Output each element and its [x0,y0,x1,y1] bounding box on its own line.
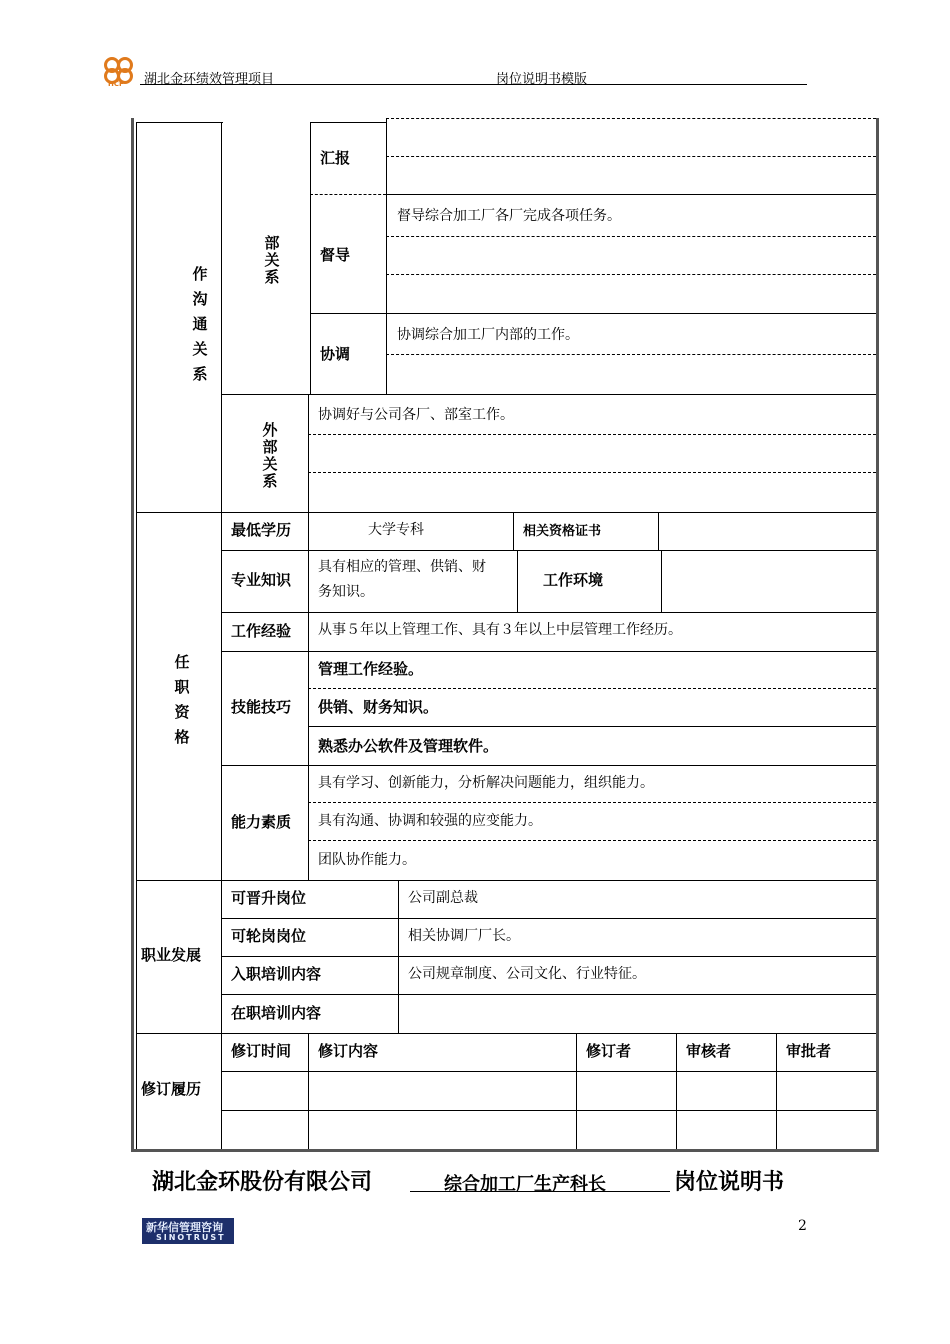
revision-header-approver: 审批者 [786,1042,832,1060]
revision-header-time: 修订时间 [231,1042,292,1060]
supervise-dash-1 [386,236,876,237]
table-bottom-border [131,1149,879,1152]
edu-label: 最低学历 [231,521,292,539]
skill-item: 供销、财务知识。 [318,698,439,716]
revision-section-label: 修订履历 [141,1080,202,1098]
revision-header-reviewer: 审核者 [686,1042,732,1060]
ability-item: 具有沟通、协调和较强的应变能力。 [318,813,542,829]
revision-col-divider-3 [676,1033,677,1149]
env-divider [661,550,662,612]
knowledge-divider [517,550,518,612]
consulting-logo-line1: 新华信管理咨询 [146,1221,223,1234]
career-section-label: 职业发展 [141,946,202,964]
ability-item: 具有学习、创新能力，分析解决问题能力，组织能力。 [318,775,654,791]
coordinate-label: 协调 [320,345,351,363]
comm-section-label: 作 沟 通 关 系 [192,265,208,383]
report-bottom-rule [386,194,876,195]
revision-header-content: 修订内容 [318,1042,379,1060]
supervise-label: 督导 [320,246,351,264]
company-logo [100,54,138,90]
table-left-border [131,118,134,1151]
env-label: 工作环境 [543,571,604,589]
revision-col-divider-4 [776,1033,777,1149]
skill-rule-2 [308,726,876,727]
header-doc-type: 岗位说明书模版 [496,72,588,87]
internal-col-divider [310,122,311,394]
career-row-label: 在职培训内容 [231,1004,322,1022]
comm-section-bottom-rule [136,512,876,513]
report-top-rule [310,122,386,123]
career-section-bottom-rule [136,1033,876,1034]
cert-divider [658,512,659,550]
footer-position: 综合加工厂生产科长 [444,1174,606,1195]
ability-label: 能力素质 [231,813,292,831]
report-dash-1 [386,118,876,119]
exp-value: 从事５年以上管理工作、具有３年以上中层管理工作经历。 [318,622,682,638]
knowledge-line-1: 具有相应的管理、供销、财 [318,559,486,575]
supervise-text: 督导综合加工厂各厂完成各项任务。 [397,208,621,224]
skill-item: 熟悉办公软件及管理软件。 [318,737,499,755]
external-dash-2 [308,472,876,473]
external-text: 协调好与公司各厂、部室工作。 [318,407,514,423]
career-rule-2 [221,956,876,957]
internal-relations-label: 部 关 系 [264,234,280,286]
internal-col-divider-b [386,118,387,394]
career-row-label: 入职培训内容 [231,965,322,983]
career-row-label: 可轮岗岗位 [231,927,307,945]
internal-bottom-rule [221,394,876,395]
cert-label: 相关资格证书 [523,524,602,539]
skill-bottom-rule [221,765,876,766]
exp-label: 工作经验 [231,622,292,640]
logo-text: HCF [108,80,124,88]
revision-col-divider-1 [308,1033,309,1149]
exp-bottom-rule [221,651,876,652]
report-dash-2 [386,156,876,157]
consulting-logo-line2: SINOTRUST [156,1233,226,1242]
qual-section-label: 任 职 资 格 [174,653,190,746]
career-row-value: 相关协调厂厂长。 [408,928,520,944]
col-divider-1b [136,122,137,1149]
revision-header-reviser: 修订者 [586,1042,632,1060]
report-bottom-dash [310,194,386,195]
qual-section-bottom-rule [136,880,876,881]
ability-item: 团队协作能力。 [318,852,416,868]
qual-label-col-divider [308,512,309,880]
footer-position-underline [410,1191,670,1192]
edu-divider [513,512,514,550]
knowledge-bottom-rule [221,612,876,613]
consulting-logo [142,1218,234,1244]
supervise-dash-2 [386,274,876,275]
coordinate-dash [386,354,876,355]
skill-dash-1 [308,688,876,689]
knowledge-line-2: 务知识。 [318,584,374,600]
ability-dash-1 [308,802,876,803]
external-dash-1 [308,434,876,435]
skill-item: 管理工作经验。 [318,660,424,678]
coordinate-text: 协调综合加工厂内部的工作。 [397,327,579,343]
footer-company: 湖北金环股份有限公司 [152,1170,373,1195]
footer-doc: 岗位说明书 [674,1170,785,1195]
revision-rule-2 [221,1110,876,1111]
comm-top-rule [136,122,223,123]
report-label: 汇报 [320,149,351,167]
header-rule [140,84,807,85]
career-row-value: 公司副总裁 [408,890,478,906]
edu-value: 大学专科 [368,522,424,538]
supervise-bottom-rule [310,313,876,314]
external-relations-label: 外 部 关 系 [262,421,278,490]
career-rule-3 [221,994,876,995]
knowledge-label: 专业知识 [231,571,292,589]
career-rule-1 [221,918,876,919]
table-right-border [876,118,879,1151]
header-project: 湖北金环绩效管理项目 [144,72,275,87]
external-col-divider [308,394,309,512]
revision-rule-1 [221,1071,876,1072]
career-row-label: 可晋升岗位 [231,889,307,907]
career-row-value: 公司规章制度、公司文化、行业特征。 [408,966,646,982]
revision-col-divider-2 [576,1033,577,1149]
skill-label: 技能技巧 [231,698,292,716]
page-number: 2 [798,1218,807,1234]
edu-bottom-rule [221,550,876,551]
ability-dash-2 [308,840,876,841]
